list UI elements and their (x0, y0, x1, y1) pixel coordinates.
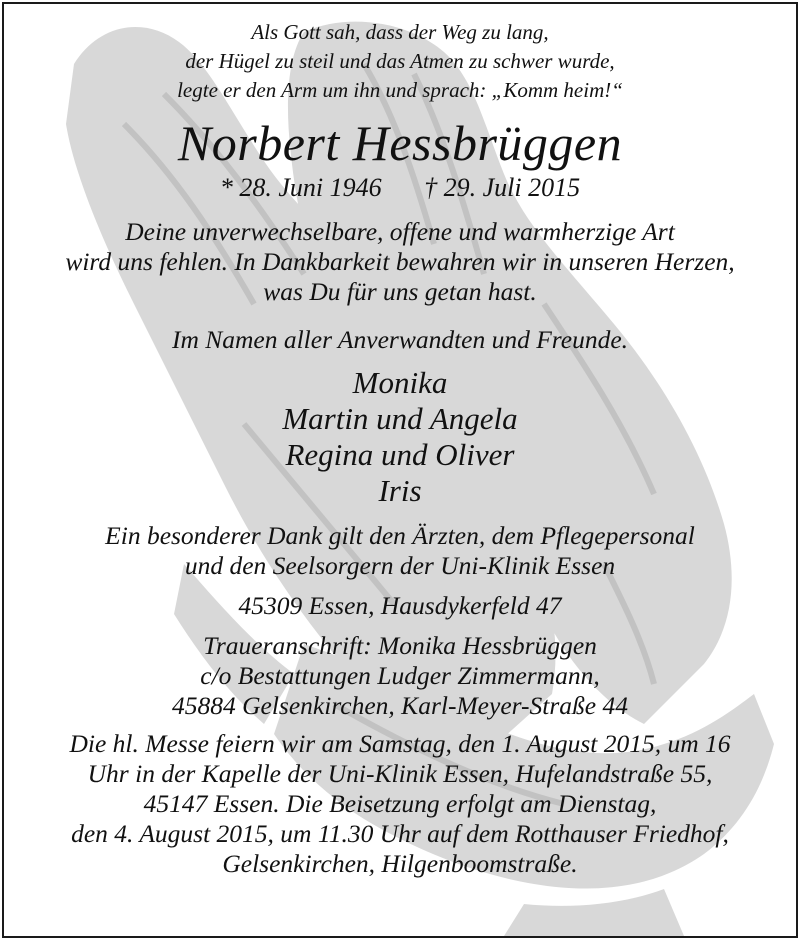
thanks-line: Ein besonderer Dank gilt den Ärzten, dem Pflegepersonal (105, 521, 695, 550)
thanks-text (4, 521, 796, 581)
mourning-address-line: Traueranschrift: Monika Hessbrüggen (203, 631, 597, 660)
tribute-line: was Du für uns getan hast. (263, 277, 537, 306)
funeral-line: Gelsenkirchen, Hilgenboomstraße. (222, 849, 578, 878)
obituary-notice (2, 2, 798, 938)
family-names (4, 365, 796, 509)
poem-verse (4, 4, 796, 105)
tribute-line: wird uns fehlen. In Dankbarkeit bewahren wir in unseren Herzen, (65, 247, 735, 276)
home-address: 45309 Essen, Hausdykerfeld 47 (238, 591, 562, 620)
funeral-line: 45147 Essen. Die Beisetzung erfolgt am Dienstag, (143, 789, 657, 818)
death-date: † 29. Juli 2015 (424, 173, 581, 202)
funeral-line: Uhr in der Kapelle der Uni-Klinik Essen, Hufelandstraße 55, (87, 759, 713, 788)
poem-line: der Hügel zu steil und das Atmen zu schwer wurde, (185, 49, 615, 73)
mourning-address-line: 45884 Gelsenkirchen, Karl-Meyer-Straße 44 (171, 691, 628, 720)
funeral-line: Die hl. Messe feiern wir am Samstag, den 1. August 2015, um 16 (69, 729, 731, 758)
poem-line: legte er den Arm um ihn und sprach: „Komm heim!“ (177, 78, 623, 102)
poem-line: Als Gott sah, dass der Weg zu lang, (251, 20, 549, 44)
mourning-address-line: c/o Bestattungen Ludger Zimmermann, (200, 661, 600, 690)
life-dates (4, 173, 796, 203)
tribute-text (4, 217, 796, 307)
family-member: Martin und Angela (282, 401, 518, 436)
family-intro: Im Namen aller Anverwandten und Freunde. (171, 325, 629, 354)
family-member: Iris (378, 473, 422, 508)
family-member: Regina und Oliver (285, 437, 515, 472)
funeral-line: den 4. August 2015, um 11.30 Uhr auf dem Rotthauser Friedhof, (71, 819, 729, 848)
thanks-line: und den Seelsorgern der Uni-Klinik Essen (184, 551, 616, 580)
birth-date: * 28. Juni 1946 (219, 173, 382, 202)
tribute-line: Deine unverwechselbare, offene und warmherzige Art (125, 217, 675, 246)
mourning-address (4, 631, 796, 721)
funeral-details (4, 729, 796, 879)
deceased-name: Norbert Hessbrüggen (177, 115, 623, 171)
family-member: Monika (352, 365, 448, 400)
